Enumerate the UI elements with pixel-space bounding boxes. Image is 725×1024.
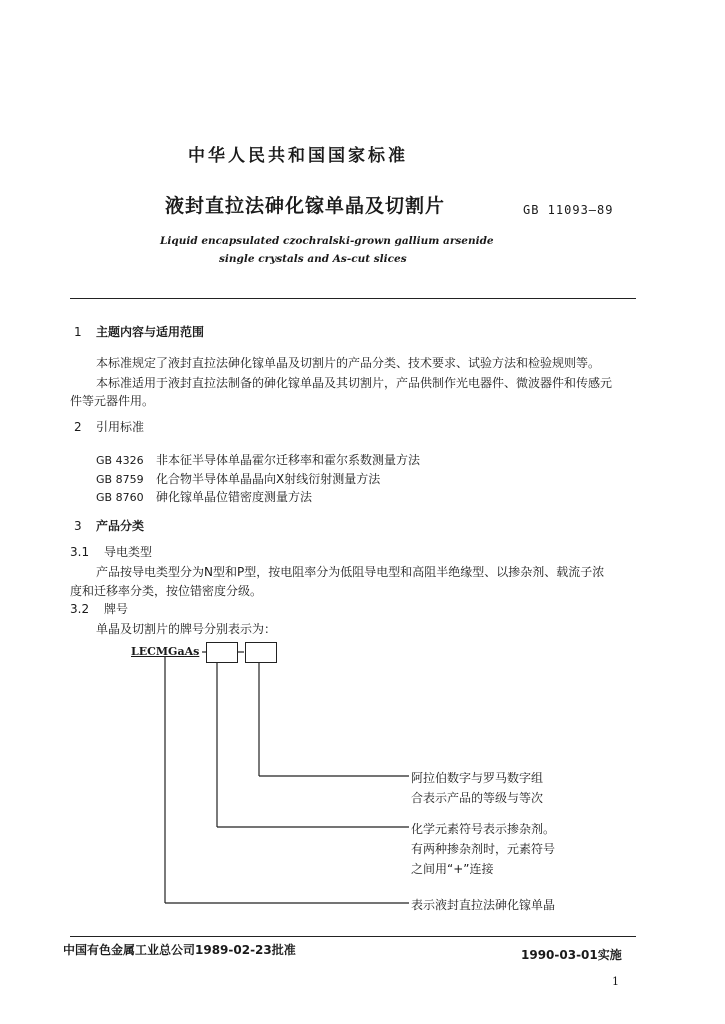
- section-1-paragraph-2-line1: 本标准适用于液封直拉法制备的砷化镓单晶及其切割片，产品供制作光电器件、微波器件和传感元: [96, 376, 613, 390]
- grade-intro-text: 单晶及切割片的牌号分别表示为：: [96, 622, 277, 636]
- footer-divider: [70, 936, 636, 937]
- reference-code: GB 4326: [96, 454, 144, 467]
- section-3-number: 3: [74, 519, 82, 533]
- subsection-3-1-number: 3.1: [70, 545, 90, 559]
- subsection-3-1-text-line2: 度和迁移率分类，按位错密度分级。: [70, 584, 263, 598]
- subsection-3-1-title: 导电类型: [104, 545, 153, 559]
- annotation-line: 化学元素符号表示掺杂剂。: [411, 822, 556, 836]
- annotation-line: 阿拉伯数字与罗马数字组: [411, 771, 544, 785]
- approval-date: 中国有色金属工业总公司1989-02-23批准: [63, 943, 296, 957]
- annotation-method: [411, 895, 555, 915]
- reference-code: GB 8760: [96, 491, 144, 504]
- subsection-3-2-title: 牌号: [104, 602, 129, 616]
- annotation-line: 有两种掺杂剂时，元素符号: [411, 842, 556, 856]
- document-title-zh: 液封直拉法砷化镓单晶及切割片: [165, 195, 446, 217]
- section-3-title: 产品分类: [96, 519, 145, 533]
- subsection-3-2-number: 3.2: [70, 602, 90, 616]
- section-1-number: 1: [74, 325, 82, 339]
- annotation-line: 之间用“+”连接: [411, 862, 494, 876]
- dopant-placeholder-box: [206, 642, 238, 663]
- page-number: 1: [612, 975, 619, 988]
- grade-prefix: LECMGaAs: [131, 645, 200, 658]
- section-1-paragraph-2-line2: 件等元器件用。: [70, 394, 155, 408]
- annotation-line: 表示液封直拉法砷化镓单晶: [411, 898, 556, 912]
- reference-code: GB 8759: [96, 473, 144, 486]
- grade-placeholder-box: [245, 642, 277, 663]
- national-standard-heading: 中华人民共和国国家标准: [188, 146, 408, 166]
- section-2-title: 引用标准: [96, 420, 145, 434]
- section-2-number: 2: [74, 420, 82, 434]
- annotation-grade-level: [411, 768, 543, 808]
- subsection-3-1-text-line1: 产品按导电类型分为N型和P型，按电阻率分为低阻导电型和高阻半绝缘型、以掺杂剂、载流子浓: [96, 565, 605, 579]
- section-1-title: 主题内容与适用范围: [96, 325, 205, 339]
- reference-title: 化合物半导体单晶晶向X射线衍射测量方法: [156, 472, 381, 486]
- document-title-en-line1: Liquid encapsulated czochralski-grown gallium arsenide: [160, 235, 494, 247]
- section-1-paragraph-1: 本标准规定了液封直拉法砷化镓单晶及切割片的产品分类、技术要求、试验方法和检验规则等。: [96, 356, 601, 370]
- document-title-en-line2: single crystals and As-cut slices: [219, 253, 407, 265]
- reference-title: 非本征半导体单晶霍尔迁移率和霍尔系数测量方法: [156, 453, 421, 467]
- reference-title: 砷化镓单晶位错密度测量方法: [156, 490, 313, 504]
- annotation-line: 合表示产品的等级与等次: [411, 791, 544, 805]
- annotation-dopant: [411, 819, 555, 879]
- standard-code: GB 11093—89: [523, 203, 614, 217]
- implementation-date: 1990-03-01实施: [521, 948, 622, 962]
